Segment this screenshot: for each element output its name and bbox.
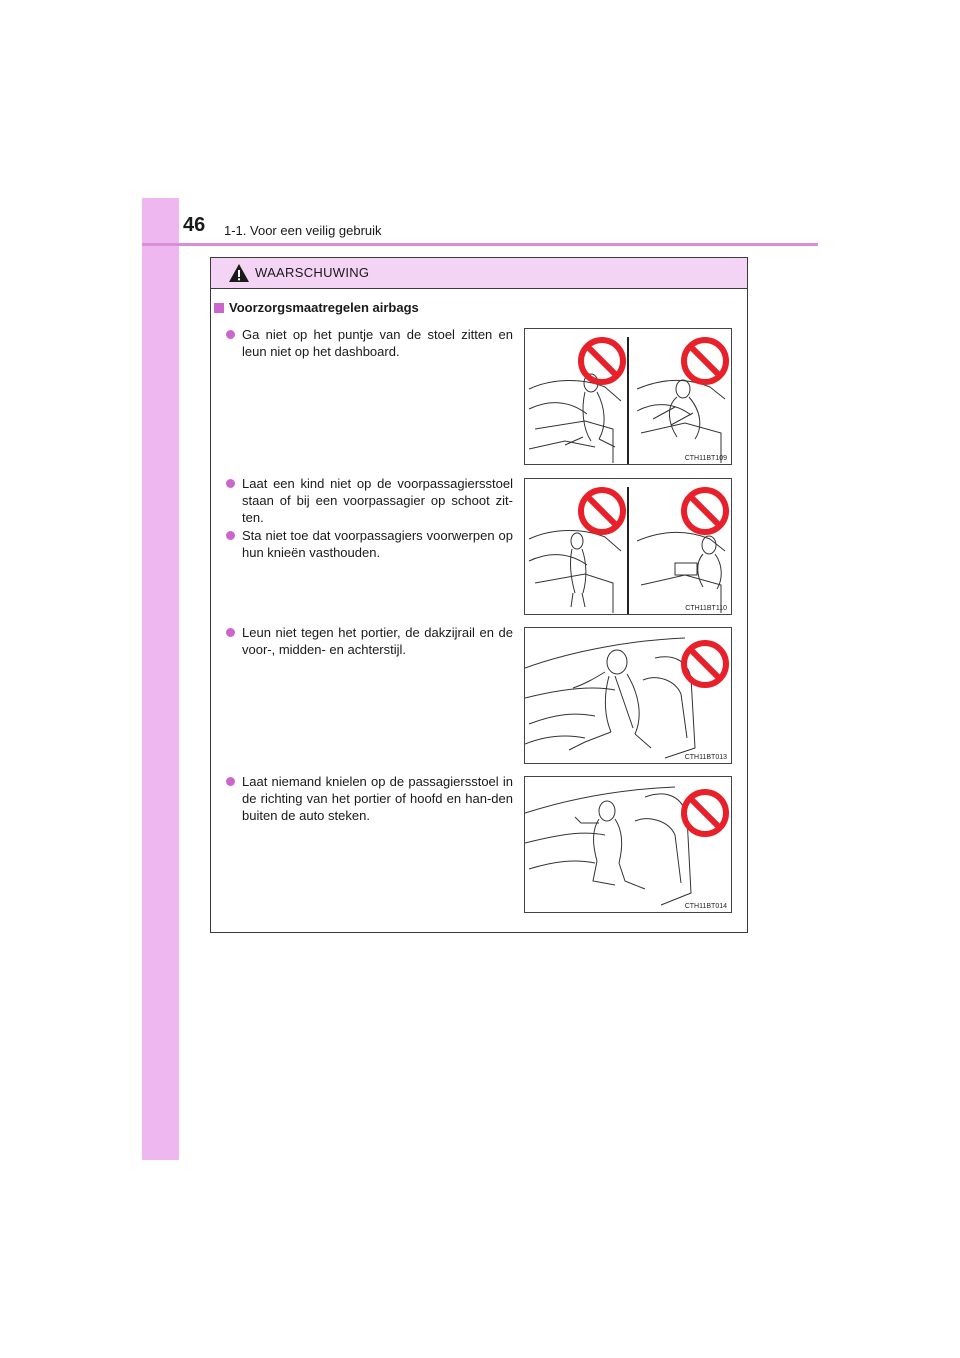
prohibition-sign-icon — [684, 490, 726, 532]
illustration-drawing — [525, 628, 731, 763]
subheading — [214, 300, 419, 315]
illustration-leaning-door — [524, 627, 732, 764]
figure-code: CTH11BT013 — [684, 754, 727, 761]
illustration-drawing — [525, 329, 731, 464]
warning-header — [211, 258, 747, 289]
warning-triangle-icon — [228, 263, 250, 283]
bullet-dot-icon — [226, 531, 235, 540]
bullet-text: Laat een kind niet op de voorpassagiersstoel staan of bij een voorpassagier op schoot zit-ten. — [242, 476, 513, 525]
illustration-child-standing — [524, 478, 732, 615]
bullet-dot-icon — [226, 777, 235, 786]
bullet-dot-icon — [226, 479, 235, 488]
figure-code: CTH11BT109 — [684, 455, 727, 462]
subheading-text: Voorzorgsmaatregelen airbags — [229, 300, 419, 315]
bullet-text: Ga niet op het puntje van de stoel zitten en leun niet op het dashboard. — [242, 327, 513, 359]
figure-code: CTH11BT014 — [684, 903, 727, 910]
bullet-item — [226, 773, 513, 824]
illustration-sitting-forward — [524, 328, 732, 465]
illustration-kneeling-seat — [524, 776, 732, 913]
page-number: 46 — [183, 214, 206, 236]
bullet-text: Leun niet tegen het portier, de dakzijrail en de voor-, midden- en achterstijl. — [242, 625, 513, 657]
bullet-dot-icon — [226, 628, 235, 637]
bullet-item — [226, 624, 513, 658]
prohibition-sign-icon — [684, 340, 726, 382]
illustration-drawing — [525, 777, 731, 912]
prohibition-sign-icon — [581, 340, 623, 382]
section-title: 1-1. Voor een veilig gebruik — [224, 223, 382, 238]
warning-title: WAARSCHUWING — [255, 265, 370, 280]
bullet-item — [226, 326, 513, 360]
bullet-item — [226, 475, 513, 526]
bullet-dot-icon — [226, 330, 235, 339]
bullet-text: Laat niemand knielen op de passagiersstoel in de richting van het portier of hoofd en han-den buiten de auto steken. — [242, 774, 513, 823]
header-rule — [142, 243, 818, 246]
prohibition-sign-icon — [581, 490, 623, 532]
bullet-text: Sta niet toe dat voorpassagiers voorwerpen op hun knieën vasthouden. — [242, 528, 513, 560]
illustration-drawing — [525, 479, 731, 614]
prohibition-sign-icon — [684, 643, 726, 685]
figure-code: CTH11BT110 — [685, 605, 727, 612]
square-bullet-icon — [214, 303, 224, 313]
side-tab — [142, 198, 179, 1160]
bullet-item — [226, 527, 513, 561]
prohibition-sign-icon — [684, 792, 726, 834]
